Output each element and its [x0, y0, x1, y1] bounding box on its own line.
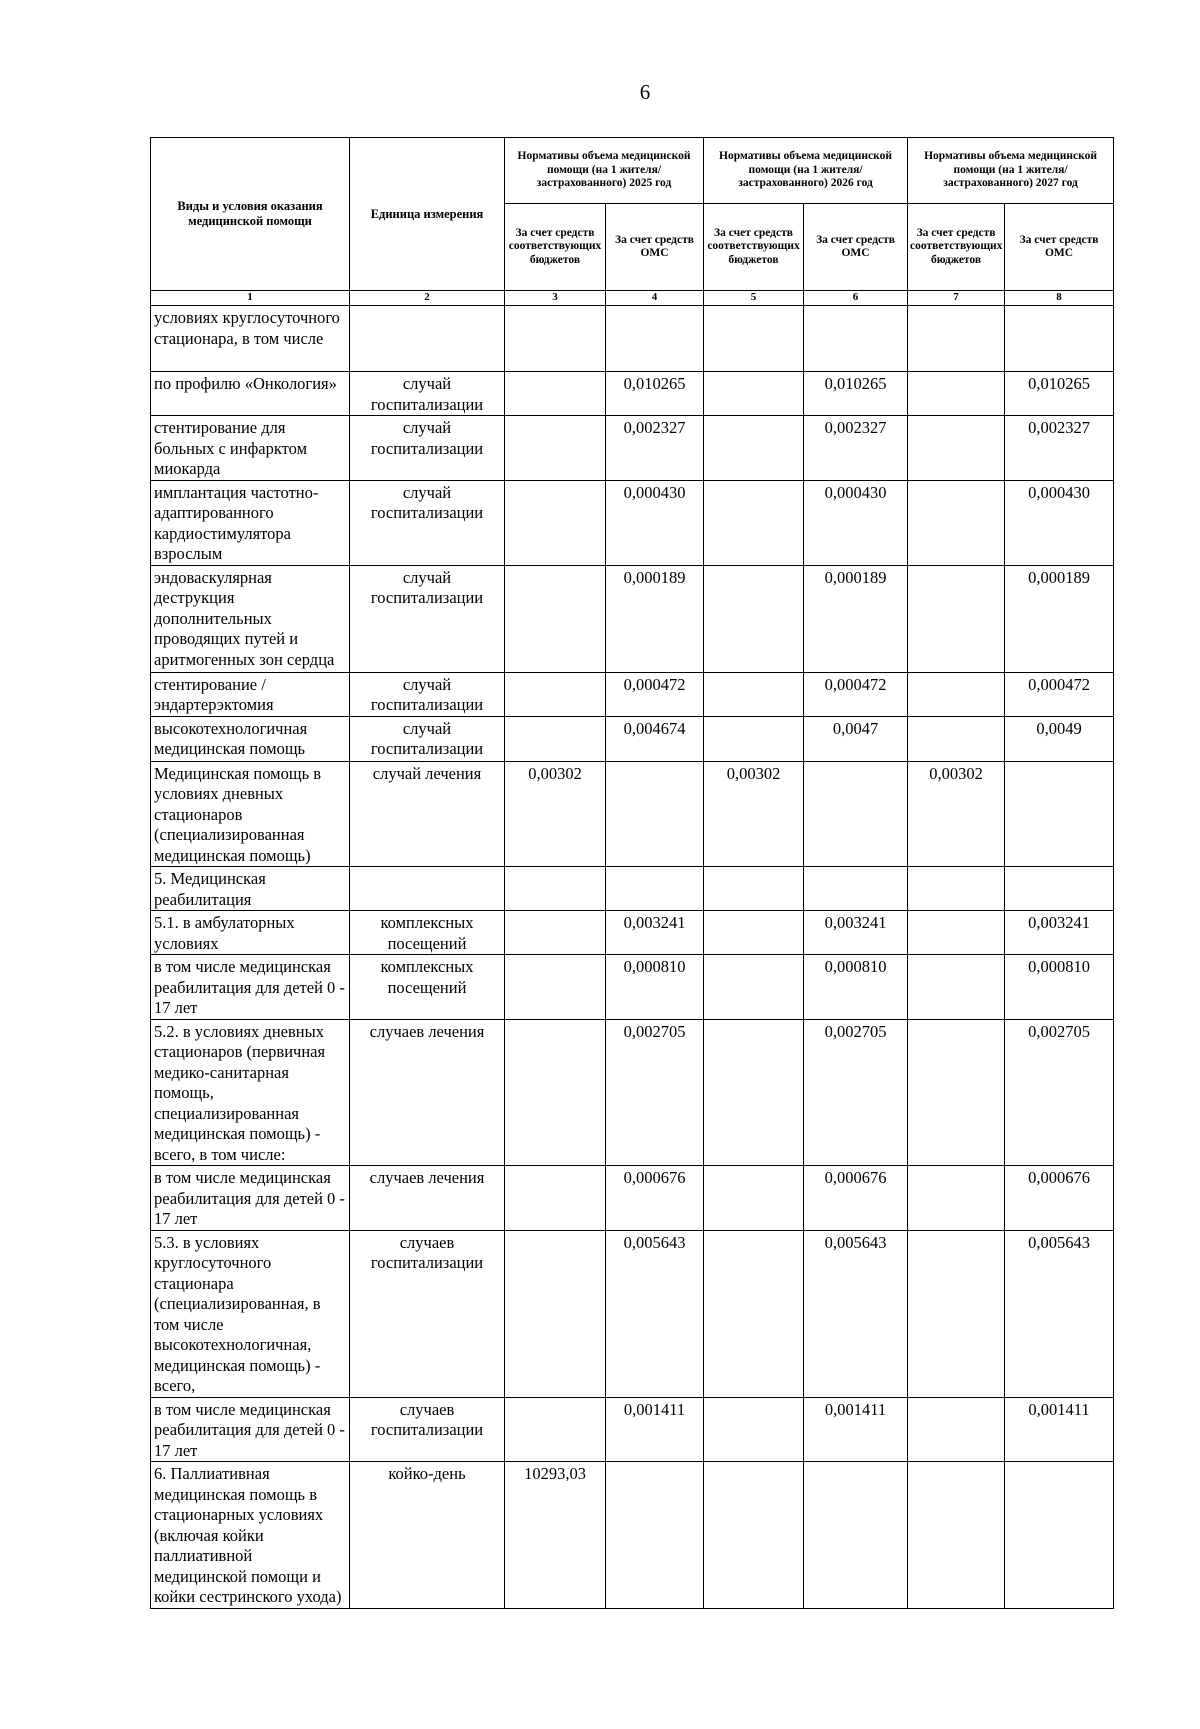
row-value-cell: 0,000189	[606, 565, 704, 672]
table-row	[151, 716, 1114, 761]
header-sub: За счет средств ОМС	[1005, 204, 1114, 291]
header-sub: За счет средств соответствующих бюджетов	[908, 204, 1005, 291]
row-value-cell: 0,000676	[606, 1166, 704, 1231]
row-value-cell	[704, 1397, 804, 1462]
row-unit-cell: случаев госпитализации	[350, 1397, 505, 1462]
table-row	[151, 372, 1114, 416]
row-value-cell: 0,010265	[804, 372, 908, 416]
row-value-cell: 0,000189	[804, 565, 908, 672]
header-group-2026: Нормативы объема медицинской помощи (на 1 жителя/ застрахованного) 2026 год	[704, 138, 908, 204]
row-value-cell	[908, 416, 1005, 481]
row-value-cell	[704, 867, 804, 911]
row-value-cell: 0,003241	[804, 911, 908, 955]
row-unit-cell: случай госпитализации	[350, 672, 505, 716]
row-value-cell	[704, 911, 804, 955]
row-value-cell: 0,001411	[606, 1397, 704, 1462]
row-value-cell	[804, 1462, 908, 1609]
row-value-cell: 0,002327	[1005, 416, 1114, 481]
row-value-cell: 0,000430	[804, 480, 908, 565]
row-value-cell: 0,000472	[606, 672, 704, 716]
row-unit-cell: случаев лечения	[350, 1019, 505, 1166]
row-value-cell: 0,005643	[606, 1230, 704, 1397]
row-value-cell: 0,003241	[606, 911, 704, 955]
row-unit-cell: случай госпитализации	[350, 716, 505, 761]
row-value-cell: 0,0047	[804, 716, 908, 761]
row-value-cell	[908, 911, 1005, 955]
norms-table	[150, 137, 1114, 1609]
row-value-cell: 0,000472	[804, 672, 908, 716]
row-value-cell	[908, 306, 1005, 372]
column-number: 6	[804, 291, 908, 306]
row-value-cell	[908, 1462, 1005, 1609]
header-sub: За счет средств соответствующих бюджетов	[505, 204, 606, 291]
row-value-cell: 0,002327	[606, 416, 704, 481]
row-value-cell	[804, 306, 908, 372]
header-sub: За счет средств ОМС	[606, 204, 704, 291]
row-value-cell: 0,010265	[1005, 372, 1114, 416]
row-kind-cell: стентирование / эндартерэктомия	[151, 672, 350, 716]
row-value-cell: 0,001411	[804, 1397, 908, 1462]
row-unit-cell: случай госпитализации	[350, 480, 505, 565]
row-value-cell	[606, 1462, 704, 1609]
row-value-cell: 0,010265	[606, 372, 704, 416]
row-value-cell	[704, 716, 804, 761]
page-number: 6	[639, 80, 651, 104]
table-row	[151, 867, 1114, 911]
row-value-cell: 10293,03	[505, 1462, 606, 1609]
row-value-cell	[505, 1397, 606, 1462]
row-kind-cell: 5.1. в амбулаторных условиях	[151, 911, 350, 955]
row-value-cell: 0,005643	[1005, 1230, 1114, 1397]
row-unit-cell: комплексных посещений	[350, 955, 505, 1020]
row-value-cell: 0,002327	[804, 416, 908, 481]
row-value-cell	[704, 1166, 804, 1231]
table-row	[151, 480, 1114, 565]
row-kind-cell: стентирование для больных с инфарктом миокарда	[151, 416, 350, 481]
row-value-cell	[1005, 306, 1114, 372]
row-value-cell: 0,003241	[1005, 911, 1114, 955]
row-kind-cell: высокотехнологичная медицинская помощь	[151, 716, 350, 761]
row-value-cell	[908, 672, 1005, 716]
row-value-cell: 0,000430	[1005, 480, 1114, 565]
row-kind-cell: Медицинская помощь в условиях дневных стационаров (специализированная медицинская помощь)	[151, 761, 350, 867]
row-value-cell	[505, 1166, 606, 1231]
row-value-cell: 0,002705	[804, 1019, 908, 1166]
row-value-cell	[505, 911, 606, 955]
row-value-cell	[704, 955, 804, 1020]
row-value-cell: 0,0049	[1005, 716, 1114, 761]
row-value-cell	[704, 306, 804, 372]
row-value-cell: 0,00302	[704, 761, 804, 867]
row-value-cell	[908, 480, 1005, 565]
table-row	[151, 911, 1114, 955]
row-unit-cell: койко-день	[350, 1462, 505, 1609]
row-unit-cell: случай госпитализации	[350, 416, 505, 481]
header-sub: За счет средств ОМС	[804, 204, 908, 291]
row-value-cell: 0,000430	[606, 480, 704, 565]
row-value-cell: 0,000810	[1005, 955, 1114, 1020]
row-unit-cell: случай госпитализации	[350, 372, 505, 416]
row-value-cell	[606, 761, 704, 867]
row-value-cell	[505, 955, 606, 1020]
row-value-cell	[908, 372, 1005, 416]
table-row	[151, 1019, 1114, 1166]
row-value-cell	[606, 306, 704, 372]
row-value-cell	[505, 416, 606, 481]
row-value-cell	[704, 565, 804, 672]
row-value-cell: 0,00302	[908, 761, 1005, 867]
column-numbers-row	[151, 291, 1114, 306]
row-value-cell	[704, 1230, 804, 1397]
row-value-cell	[908, 565, 1005, 672]
row-value-cell: 0,004674	[606, 716, 704, 761]
table-row	[151, 416, 1114, 481]
row-value-cell: 0,001411	[1005, 1397, 1114, 1462]
table-row	[151, 306, 1114, 372]
row-kind-cell: эндоваскулярная деструкция дополнительных проводящих путей и аритмогенных зон сердца	[151, 565, 350, 672]
column-number: 5	[704, 291, 804, 306]
row-value-cell: 0,000472	[1005, 672, 1114, 716]
column-number: 7	[908, 291, 1005, 306]
row-value-cell	[704, 416, 804, 481]
row-value-cell: 0,00302	[505, 761, 606, 867]
row-value-cell	[908, 1166, 1005, 1231]
row-value-cell: 0,002705	[1005, 1019, 1114, 1166]
table-row	[151, 955, 1114, 1020]
column-number: 3	[505, 291, 606, 306]
table-row	[151, 1166, 1114, 1231]
header-sub: За счет средств соответствующих бюджетов	[704, 204, 804, 291]
row-kind-cell: в том числе медицинская реабилитация для детей 0 - 17 лет	[151, 955, 350, 1020]
row-unit-cell: комплексных посещений	[350, 911, 505, 955]
row-value-cell	[908, 1019, 1005, 1166]
row-value-cell	[505, 867, 606, 911]
table-row	[151, 1230, 1114, 1397]
row-value-cell	[1005, 761, 1114, 867]
row-value-cell	[908, 716, 1005, 761]
table-row	[151, 565, 1114, 672]
row-value-cell	[505, 1230, 606, 1397]
row-unit-cell: случай лечения	[350, 761, 505, 867]
row-kind-cell: в том числе медицинская реабилитация для детей 0 - 17 лет	[151, 1166, 350, 1231]
row-kind-cell: в том числе медицинская реабилитация для детей 0 - 17 лет	[151, 1397, 350, 1462]
header-group-2027: Нормативы объема медицинской помощи (на 1 жителя/ застрахованного) 2027 год	[908, 138, 1114, 204]
row-value-cell: 0,002705	[606, 1019, 704, 1166]
row-value-cell	[505, 306, 606, 372]
row-kind-cell: по профилю «Онкология»	[151, 372, 350, 416]
row-value-cell: 0,000189	[1005, 565, 1114, 672]
row-value-cell	[505, 565, 606, 672]
row-value-cell	[908, 1230, 1005, 1397]
row-unit-cell	[350, 306, 505, 372]
row-value-cell: 0,000810	[606, 955, 704, 1020]
header-col-kind: Виды и условия оказания медицинской помощи	[151, 138, 350, 291]
column-number: 2	[350, 291, 505, 306]
row-unit-cell: случай госпитализации	[350, 565, 505, 672]
row-kind-cell: 6. Паллиативная медицинская помощь в стационарных условиях (включая койки паллиативной медицинской помощи и койки сестринского ухода)	[151, 1462, 350, 1609]
row-value-cell	[704, 372, 804, 416]
row-value-cell	[704, 672, 804, 716]
row-value-cell: 0,000810	[804, 955, 908, 1020]
row-value-cell	[704, 1019, 804, 1166]
row-value-cell: 0,000676	[1005, 1166, 1114, 1231]
row-kind-cell: 5.3. в условиях круглосуточного стационара (специализированная, в том числе высокотехнологичная, медицинская помощь) - всего,	[151, 1230, 350, 1397]
row-kind-cell: имплантация частотно-адаптированного кардиостимулятора взрослым	[151, 480, 350, 565]
row-value-cell: 0,000676	[804, 1166, 908, 1231]
row-kind-cell: 5. Медицинская реабилитация	[151, 867, 350, 911]
row-unit-cell	[350, 867, 505, 911]
row-unit-cell: случаев лечения	[350, 1166, 505, 1231]
row-value-cell	[908, 955, 1005, 1020]
row-value-cell	[1005, 867, 1114, 911]
row-value-cell: 0,005643	[804, 1230, 908, 1397]
row-value-cell	[505, 1019, 606, 1166]
row-value-cell	[704, 480, 804, 565]
table-row	[151, 1397, 1114, 1462]
row-value-cell	[804, 761, 908, 867]
column-number: 1	[151, 291, 350, 306]
row-value-cell	[606, 867, 704, 911]
table-row	[151, 672, 1114, 716]
header-group-2025: Нормативы объема медицинской помощи (на 1 жителя/ застрахованного) 2025 год	[505, 138, 704, 204]
header-col-unit: Единица измерения	[350, 138, 505, 291]
table-row	[151, 761, 1114, 867]
column-number: 4	[606, 291, 704, 306]
row-value-cell	[1005, 1462, 1114, 1609]
row-value-cell	[505, 480, 606, 565]
row-unit-cell: случаев госпитализации	[350, 1230, 505, 1397]
row-value-cell	[804, 867, 908, 911]
row-value-cell	[908, 867, 1005, 911]
row-value-cell	[908, 1397, 1005, 1462]
column-number: 8	[1005, 291, 1114, 306]
row-kind-cell: условиях круглосуточного стационара, в том числе	[151, 306, 350, 372]
row-value-cell	[505, 672, 606, 716]
row-value-cell	[704, 1462, 804, 1609]
row-kind-cell: 5.2. в условиях дневных стационаров (первичная медико-санитарная помощь, специализированная медицинская помощь) - всего, в том числе:	[151, 1019, 350, 1166]
table-row	[151, 1462, 1114, 1609]
header-row-groups	[151, 138, 1114, 204]
row-value-cell	[505, 372, 606, 416]
row-value-cell	[505, 716, 606, 761]
